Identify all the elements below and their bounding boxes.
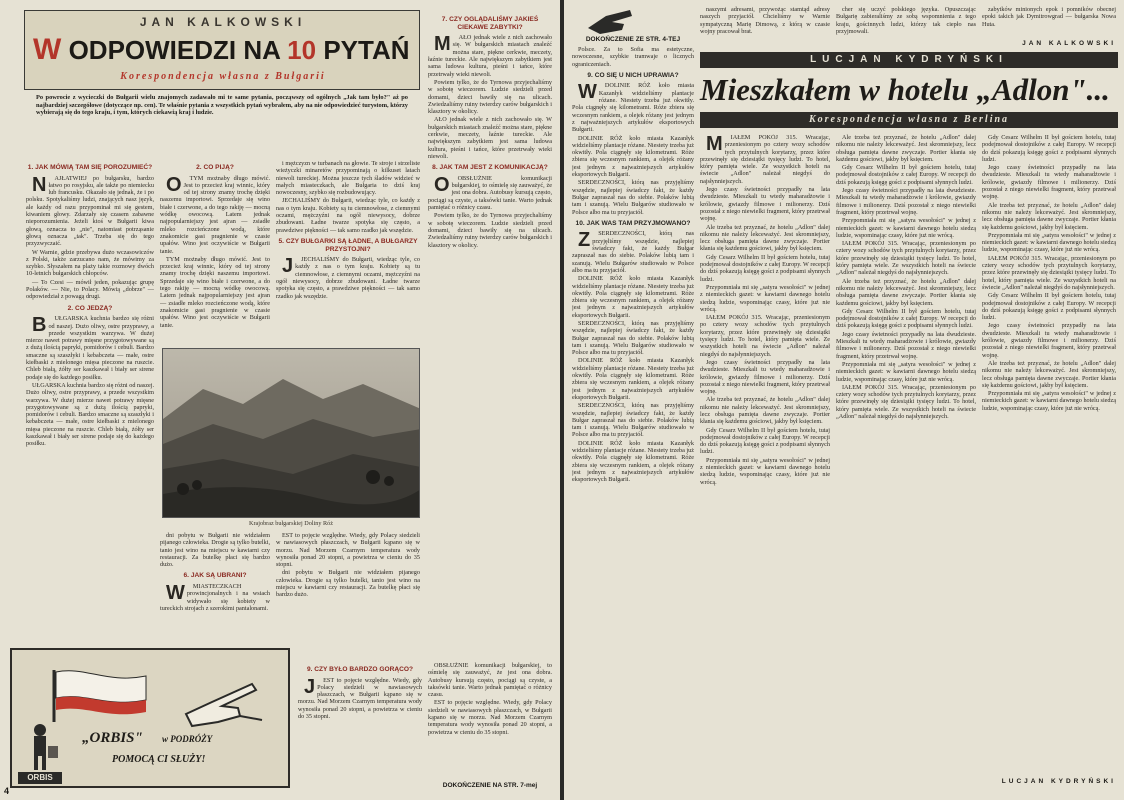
column-2 [160,160,270,342]
byline-kalkowski: JAN KALKOWSKI [1022,40,1116,47]
title-initial: W [33,33,62,66]
answer-1b: W Warnie, gdzie przebywa dużo wczasowiczów z Polski, także zarzucano nam, że mówimy za szybko. Słyszałem na plaży takie rozmowy dwóch 10-letnich bułgarskich chłopców. [26,248,154,278]
adlon-text-e5: Przypomniała mi się „satyra wesołości" w jednej z niemieckich gazet: w kawiarni dawnego hotelu siedzą ludzie, wspominając czasy, które już nie wrócą. [982,231,1116,254]
drop-cap: J [304,675,316,698]
question-7-heading: 7. CZY OGLĄDALIŚMY JAKIEŚ CIEKAWE ZABYTKI? [441,16,539,31]
landscape-illustration [163,349,420,518]
drop-cap: W [578,81,597,104]
column-4-lower-text: OBSŁUŻNIE komunikacji bułgarskiej, to ośmielę się zauważyć, że jest ona dobra. Autobusy kursują często, pociągi są czyste, a taksówki tanie. Warto jednak pamiętać o różnicy czasu. [428,662,552,699]
adlon-text-c5: Ale trzeba też przyznać, że hotelu „Adlon" dalej nikomu nie należy lekceważyć. Jest skromniejszy, lecz obsługa pamięta dawne zwyczaje. Portier kłania się każdemu gościowi, jakby był księciem. [982,201,1116,231]
answer-1: AJŁATWIEJ po bułgarsku, bardzo łatwo po rosyjsku, ale także po niemiecku lub francusku. Okazało się jednak, że i po polsku. Spotykaliśmy ludzi, znających nasz język, ale każdy od razu przypominał mi się gestem, kiwaniem głowy. Zdarzały się czasem zabawne nieporozumienia. Jeżeli ktoś w Bułgarii kiwa głową, oznacza to „nie", natomiast potrząsanie głową oznacza „tak". Trzeba się do tego przyzwyczaić. [26,174,154,248]
adlon-column-1 [700,134,830,790]
continued-note: DOKOŃCZENIE NA STR. 7-mej [442,782,538,789]
answer-8: OBSŁUŻNIE komunikacji bułgarskiej, to ośmielę się zauważyć, że jest ona dobra. Autobusy kursują często, pociągi są czyste, a taksówki tanie. Warto jednak pamiętać o różnicy czasu. [428,174,552,212]
column-2-bottom-text: dni pobytu w Bułgarii nie widziałem pijanego człowieka. Drogie są tylko butelki, tanio jest wino na miejscu w kawiarni czy restauracji. Za butelkę płaci się bardzo dużo. [160,532,270,569]
top-strip-3 [982,6,1116,42]
answer-10r-e: SERDECZNOŚCI, którą nas przyjęliśmy wszędzie, najlepiej świadczy fakt, że każdy Bułgar zapraszał nas do siebie. Polaków lubią tam i szanują. Wielu Bułgarów studiowało w Polsce albo ma tu przyjaciół. [572,402,694,439]
adlon-text-a2: IAŁEM POKÓJ 315. Wracając, przeniesionym po cztery wozy schodów tych przytulnych korytarzy, przez które przewinęły się dziesiątki tysięcy ludzi. To hotel, który pamięta wiele. Ze wszystkich hoteli na świecie „Adlon" należał niegdyś do najsłynniejszych. [700,314,830,358]
answer-9r-c: SERDECZNOŚCI, którą nas przyjęliśmy wszędzie, najlepiej świadczy fakt, że każdy Bułgar zapraszał nas do siebie. Polaków lubią tam i szanują. Wielu Bułgarów studiowało w Polsce albo ma tu przyjaciół. [572,179,694,216]
flag-icon [46,664,156,724]
answer-9: EST to pojęcie względne. Wiedy, gdy Polacy siedzieli w nawiasowych płaszczach, w Bułgarii kąpano się w morzu. Nad Morzem Czarnym temperatura wody wynosiła ponad 20 stopni, a powietrza w cieniu do 35 stopni. [298,676,422,721]
question-9-heading: 9. CZY BYŁO BARDZO GORĄCO? [306,666,414,673]
top-strip-2 [836,6,976,48]
title-main: ODPOWIEDZI NA [68,35,280,65]
drop-cap: B [32,314,47,337]
answer-2-repeat: UŁGARSKA kuchnia bardzo się różni od naszej. Dużo oliwy, ostre przyprawy, a przede wszystkim warzywa. W dużej mierze nawet potrawy mięsne przygotowywane są z dużą ilością papryki, pomidorów i cebuli. Bardzo smaczne są szaszłyki i kebabczeta — małe, ostre kiełbaski z mielonego mięsa pieczone na ruszcie. Chleb białą, żółty ser kaszkawał i biały ser sirene podaje się do każdego posiłku. [26,381,154,448]
pointing-hand-icon [182,674,272,734]
drop-cap: Z [578,229,591,252]
column-3-bottom [276,532,420,658]
answer-9r-b: DOLINIE RÓŻ koło miasta Kazanłyk widzieliśmy plantacje różane. Niestety trzeba już okwitły. Pola ciągnęły się kilometrami. Róże zbiera się wczesnym rankiem, a olejek różany jest jednym z najważniejszych artykułów eksportowych Bułgarii. [572,134,694,179]
column-4 [428,12,552,658]
adlon-text-d2: Gdy Cesarz Wilhelm II był gościem hotelu, tutaj podejmował dostojników z całej Europy. W recepcji do dziś pokazują księgę gości z podpisami słynnych ludzi. [700,426,830,456]
intro-paragraph: Po powrocie z wycieczki do Bułgarii wielu znajomych zadawało mi te same pytania, począwszy od ogólnych „Jak tam było?" aż po najbardziej szczegółowe (dotyczące np. cen). Te właśnie pytania z wszystkich pytań wybrałem, aby na nie odpowiedzieć turystom, którzy wybierają się do tego kraju, i tym, których ciekawią kraj i ludzie. [36,94,408,117]
column-1 [26,160,154,658]
article-header [24,10,420,90]
left-page [0,0,560,800]
adlon-text-d6: Gdy Cesarz Wilhelm II był gościem hotelu, tutaj podejmował dostojników z całej Europy. W recepcji do dziś pokazują księgę gości z podpisami słynnych ludzi. [982,292,1116,322]
top-strip-text-1: naszymi adresami, przywożąc stamtąd adresy naszych przyjaciół. Chcieliśmy w Warnie sympatyczną Marię Dimową, z którą w czasie wojny pracował brat. [700,6,830,35]
right-col1-top: Polsce. Za to Sofia ma estetyczne, nowoczesne, szybkie tramwaje o licznych ograniczeniach. [572,46,694,68]
answer-6: MIASTECZKACH prowincjonalnych i na wsiach widywało się kobiety w tureckich strojach z szerokimi pantalonami. [160,583,270,612]
column-3-bottom-text: EST to pojęcie względne. Wiedy, gdy Polacy siedzieli w nawiasowych płaszczach, w Bułgarii kąpano się w morzu. Nad Morzem Czarnym temperatura wody wynosiła ponad 20 stopni, a powietrza w cieniu do 35 stopni. [276,532,420,569]
right-article-subtitle: Korespondencja własna z Berlina [700,112,1118,128]
drop-cap: N [32,173,47,196]
adlon-text-d: Gdy Cesarz Wilhelm II był gościem hotelu, tutaj podejmował dostojników z całej Europy. W recepcji do dziś pokazują księgę gości z podpisami słynnych ludzi. [700,253,830,283]
adlon-text-c3: Ale trzeba też przyznać, że hotelu „Adlon" dalej nikomu nie należy lekceważyć. Jest skromniejszy, lecz obsługa pamięta dawne zwyczaje. Portier kłania się każdemu gościowi, jakby był księciem. [836,134,976,163]
orbis-advertisement [10,648,290,788]
adlon-text-e2: Przypomniała mi się „satyra wesołości" w jednej z niemieckich gazet: w kawiarni dawnego hotelu siedzą ludzie, wspominając czasy, które już nie wrócą. [700,456,830,486]
page-number: 4 [4,786,10,796]
answer-10r-c: SERDECZNOŚCI, którą nas przyjęliśmy wszędzie, najlepiej świadczy fakt, że każdy Bułgar zapraszał nas do siebie. Polaków lubią tam i szanują. Wielu Bułgarów studiowało w Polsce albo ma tu przyjaciół. [572,319,694,357]
title-end: PYTAŃ [323,35,410,65]
answer-2: UŁGARSKA kuchnia bardzo się różni od naszej. Dużo oliwy, ostre przyprawy, a przede wszystkim warzywa. W dużej mierze nawet potrawy mięsne przygotowywane są z dużą ilością papryki, pomidorów i cebuli. Bardzo smaczne są szaszłyki i kebabczeta — małe, ostre kiełbaski z mielonego mięsa pieczone na ruszcie. Chleb białą, żółty ser kaszkawał i biały ser sirene podaje się do każdego posiłku. [26,315,154,381]
question-2-heading: 2. CO JEDZĄ? [67,304,113,312]
drop-cap: M [706,134,723,155]
right-page [564,0,1124,800]
answer-5: JECHALIŚMY do Bułgarii, wiedząc tyle, co każdy z nas o tym kraju. Kobiety są tu ciemnowłose, z ciemnymi oczami, mężczyźni na ogół niewysocy, dobrze zbudowani. Ładne twarze spotyka się często, a prawdziwe piękności — tak samo rzadko jak wszędzie. [276,256,420,300]
traveler-figure-icon [20,722,60,772]
question-3-heading: 2. CO PIJĄ? [196,164,234,171]
adlon-text-b5: Jego czasy świetności przypadły na lata dwudzieste. Mieszkali tu wtedy maharadżowie i królowie, gwiazdy filmowe i milionerzy. Dziś pozostał z niego niewielki fragment, który przetrwał wojnę. [982,164,1116,201]
answer-8b: Powiem tylko, że do Tyrnowa przyjechaliśmy w sobotę wieczorem. Ludzie siedzieli przed domami, dzieci bawiły się na ulicach. Zwiedzaliśmy ruiny twierdzy carów bułgarskich i klasztory w okolicy. [428,212,552,249]
article-subtitle: Korespondencja własna z Bułgarii [120,71,326,82]
answer-10r: SERDECZNOŚCI, którą nas przyjęliśmy wszędzie, najlepiej świadczy fakt, że każdy Bułgar zapraszał nas do siebie. Polaków lubią tam i szanują. Wielu Bułgarów studiowało w Polsce albo ma tu przyjaciół. [572,230,694,274]
drop-cap: O [166,173,182,196]
top-strip-text-3: zabytków minionych epok i pomników obecnej epoki takich jak Dymitrowgrad — bułgarska Nowa Huta. [982,6,1116,28]
adlon-column-2 [836,134,976,790]
drop-cap: M [434,33,451,56]
continued-header: DOKOŃCZENIE ZE STR. 4-TEJ [585,36,681,43]
answer-7: AŁO jednak wiele z nich zachowało się. W bułgarskich miastach znaleźć można stare, piękne cerkwie, meczety, łaźnie tureckie. Ale największym zabytkiem jest sama ludowa kultura, pieśni i tańce, które przetrwały wieki niewoli. [428,34,552,78]
column-3-bottom-text-2: dni pobytu w Bułgarii nie widziałem pijanego człowieka. Drogie są tylko butelki, tanio jest wino na miejscu w kawiarni czy restauracji. Za butelkę płaci się bardzo dużo. [276,569,420,599]
adlon-text-e3: Przypomniała mi się „satyra wesołości" w jednej z niemieckich gazet: w kawiarni dawnego hotelu siedzą ludzie, wspominając czasy, które już nie wrócą. [836,217,976,239]
adlon-text-d5: Gdy Cesarz Wilhelm II był gościem hotelu, tutaj podejmował dostojników z całej Europy. W recepcji do dziś pokazują księgę gości z podpisami słynnych ludzi. [982,134,1116,163]
top-strip-text-2: cher się uczyć polskiego języka. Opuszczając Bułgarię zabieraliśmy ze sobą wspomnienia z tego kraju, gościnnych ludzi, którzy tak ciepło nas przyjmowali. [836,6,976,35]
ad-brand: „ORBIS" [82,730,143,746]
landscape-photo [162,348,420,518]
question-10r-heading: 10. JAK WAS TAM PRZYJMOWANO? [575,219,691,227]
adlon-text-e6: Przypomniała mi się „satyra wesołości" w jednej z niemieckich gazet: w kawiarni dawnego hotelu siedzą ludzie, wspominając czasy, które już nie wrócą. [982,390,1116,412]
pointing-hand-icon [586,6,636,36]
right-column-1 [572,46,694,790]
adlon-text-b: Jego czasy świetności przypadły na lata dwudzieste. Mieszkali tu wtedy maharadżowie i królowie, gwiazdy filmowe i milionerzy. Dziś pozostał z niego niewielki fragment, który przetrwał wojnę. [700,186,830,223]
title-number: 10 [287,35,317,65]
answer-10r-d: DOLINIE RÓŻ koło miasta Kazanłyk widzieliśmy plantacje różane. Niestety trzeba już okwitły. Pola ciągnęły się kilometrami. Róże zbiera się wczesnym rankiem, a olejek różany jest jednym z najważniejszych artykułów eksportowych Bułgarii. [572,357,694,401]
column-3-lower [298,662,422,790]
answer-9r: DOLINIE RÓŻ koło miasta Kazanłyk widzieliśmy plantacje różane. Niestety trzeba już okwitły. Pola ciągnęły się kilometrami. Róże zbiera się wczesnym rankiem, a olejek różany jest jednym z najważniejszych artykułów eksportowych Bułgarii. [572,82,694,134]
column-3-text-2: JECHALIŚMY do Bułgarii, wiedząc tyle, co każdy z nas o tym kraju. Kobiety są tu ciemnowłose, z ciemnymi oczami, mężczyźni na ogół niewysocy, dobrze zbudowani. Ładne twarze spotyka się często, a prawdziwe piękności — tak samo rzadko jak wszędzie. [276,197,420,234]
answer-7b: Powiem tylko, że do Tyrnowa przyjechaliśmy w sobotę wieczorem. Ludzie siedzieli przed domami, dzieci bawiły się na ulicach. Zwiedzaliśmy ruiny twierdzy carów bułgarskich i klasztory w okolicy. [428,78,552,116]
question-8-heading: 8. JAK TAM JEST Z KOMUNIKACJĄ? [432,164,548,172]
adlon-text-b4: Jego czasy świetności przypadły na lata dwudzieste. Mieszkali tu wtedy maharadżowie i królowie, gwiazdy filmowe i milionerzy. Dziś pozostał z niego niewielki fragment, który przetrwał wojnę. [836,330,976,360]
adlon-text-c2: Ale trzeba też przyznać, że hotelu „Adlon" dalej nikomu nie należy lekceważyć. Jest skromniejszy, lecz obsługa pamięta dawne zwyczaje. Portier kłania się każdemu gościowi, jakby był księciem. [700,396,830,426]
question-1-heading: 1. JAK MÓWIĄ TAM SIĘ POROZUMIEĆ? [27,164,153,171]
column-2-bottom [160,532,270,658]
question-5-heading: 5. CZY BUŁGARKI SĄ ŁADNE, A BUŁGARZY PRZYSTOJNI? [278,237,418,253]
answer-10r-b: DOLINIE RÓŻ koło miasta Kazanłyk widzieliśmy plantacje różane. Niestety trzeba już okwitły. Pola ciągnęły się kilometrami. Róże zbiera się wczesnym rankiem, a olejek różany jest jednym z najważniejszych artykułów eksportowych Bułgarii. [572,275,694,319]
article-title [33,35,419,65]
byline: JAN KALKOWSKI [139,15,307,29]
adlon-text-a4: IAŁEM POKÓJ 315. Wracając, przeniesionym po cztery wozy schodów tych przytulnych korytarzy, przez które przewinęły się dziesiątki tysięcy ludzi. To hotel, który pamięta wiele. Ze wszystkich hoteli na świecie „Adlon" należał niegdyś do najsłynniejszych. [836,383,976,420]
adlon-text-b6: Jego czasy świetności przypadły na lata dwudzieste. Mieszkali tu wtedy maharadżowie i królowie, gwiazdy filmowe i milionerzy. Dziś pozostał z niego niewielki fragment, który przetrwał wojnę. [982,322,1116,359]
answer-7c: AŁO jednak wiele z nich zachowało się. W bułgarskich miastach znaleźć można stare, piękne cerkwie, meczety, łaźnie tureckie. Ale największym zabytkiem jest sama ludowa kultura, pieśni i tańce, które przetrwały wieki niewoli. [428,116,552,160]
answer-1c: — To Czesi — mówił jeden, pokazując grupę Polaków. — Nie, to Polacy. Mówią „dobrze" — odpowiedział z powagą drugi. [26,278,154,301]
adlon-text-a: IAŁEM POKÓJ 315. Wracając, przeniesionym po cztery wozy schodów tych przytulnych korytarzy, przez które przewinęły się dziesiątki tysięcy ludzi. To hotel, który pamięta wiele. Ze wszystkich hoteli na świecie „Adlon" należał niegdyś do najsłynniejszych. [700,134,830,185]
adlon-text-c6: Ale trzeba też przyznać, że hotelu „Adlon" dalej nikomu nie należy lekceważyć. Jest skromniejszy, lecz obsługa pamięta dawne zwyczaje. Portier kłania się każdemu gościowi, jakby był księciem. [982,359,1116,389]
adlon-text-d3: Gdy Cesarz Wilhelm II był gościem hotelu, tutaj podejmował dostojników z całej Europy. W recepcji do dziś pokazują księgę gości z podpisami słynnych ludzi. [836,164,976,186]
right-byline-bar: LUCJAN KYDRYŃSKI [700,52,1118,68]
question-9r-heading: 9. CO SIĘ U NICH UPRAWIA? [587,71,679,79]
byline-kydrynski: LUCJAN KYDRYŃSKI [1001,778,1116,785]
answer-3-repeat: TYM możnaby długo mówić. Jest to przecież kraj winnic, który od tej strony znamy trochę dzięki naszemu importowi. Sprzedaje się wino białe i czerwone, a do tego rakiję — mocną wódkę owocową. Latem jednak najpopularniejszy jest ajran — zsiadłe mleko rozcieńczone wodą, które znakomicie gasi pragnienie w czasie upałów. Wino jest oczywiście w Bułgarii tanie. [160,255,270,329]
photo-caption: Krajobraz bułgarskiej Doliny Róż [248,520,334,527]
answer-3: TYM możnaby długo mówić. Jest to przecież kraj winnic, który od tej strony znamy trochę dzięki naszemu importowi. Sprzedaje się wino białe i czerwone, a do tego rakiję — mocną wódkę owocową. Latem jednak najpopularniejszy jest ajran — zsiadłe mleko rozcieńczone wodą, które znakomicie gasi pragnienie w czasie upałów. Wino jest oczywiście w Bułgarii tanie. [160,174,270,255]
answer-10r-f: DOLINIE RÓŻ koło miasta Kazanłyk widzieliśmy plantacje różane. Niestety trzeba już okwitły. Pola ciągnęły się kilometrami. Róże zbiera się wczesnym rankiem, a olejek różany jest jednym z najważniejszych artykułów eksportowych Bułgarii. [572,439,694,484]
adlon-text-c4: Ale trzeba też przyznać, że hotelu „Adlon" dalej nikomu nie należy lekceważyć. Jest skromniejszy, lecz obsługa pamięta dawne zwyczaje. Portier kłania się każdemu gościowi, jakby był księciem. [836,277,976,307]
drop-cap: W [166,582,185,605]
question-6-heading: 6. JAK SĄ UBRANI? [183,572,247,580]
ad-text-help: POMOCĄ CI SŁUŻY! [112,754,206,765]
adlon-text-a5: IAŁEM POKÓJ 315. Wracając, przeniesionym po cztery wozy schodów tych przytulnych korytarzy, przez które przewinęły się dziesiątki tysięcy ludzi. To hotel, który pamięta wiele. Ze wszystkich hoteli na świecie „Adlon" należał niegdyś do najsłynniejszych. [982,254,1116,291]
adlon-column-3 [982,134,1116,774]
adlon-text-a3: IAŁEM POKÓJ 315. Wracając, przeniesionym po cztery wozy schodów tych przytulnych korytarzy, przez które przewinęły się dziesiątki tysięcy ludzi. To hotel, który pamięta wiele. Ze wszystkich hoteli na świecie „Adlon" należał niegdyś do najsłynniejszych. [836,240,976,277]
adlon-text-c: Ale trzeba też przyznać, że hotelu „Adlon" dalej nikomu nie należy lekceważyć. Jest skromniejszy, lecz obsługa pamięta dawne zwyczaje. Portier kłania się każdemu gościowi, jakby był księciem. [700,223,830,253]
ad-logo: ORBIS [18,772,62,784]
column-3-text: i mężczyzn w turbanach na głowie. Te stroje i strzeliste wieżyczki minaretów przypominają o kilkuset latach niewoli tureckiej. Można jeszcze tych śladów widzieć w małych miasteczkach, ale Bułgaria to dziś kraj nowoczesny, szybko się rozbudowujący. [276,160,420,197]
right-article-title: Mieszkałem w hotelu „Adlon"... [700,72,1110,107]
top-strip-1 [700,6,830,48]
ad-text-travel: w PODRÓŻY [162,734,213,744]
column-4-lower-text-2: EST to pojęcie względne. Wiedy, gdy Polacy siedzieli w nawiasowych płaszczach, w Bułgarii kąpano się w morzu. Nad Morzem Czarnym temperatura wody wynosiła ponad 20 stopni, a powietrza w cieniu do 35 stopni. [428,699,552,736]
adlon-text-e: Przypomniała mi się „satyra wesołości" w jednej z niemieckich gazet: w kawiarni dawnego hotelu siedzą ludzie, wspominając czasy, które już nie wrócą. [700,283,830,313]
column-4-lower [428,662,552,778]
column-3 [276,160,420,342]
adlon-text-b2: Jego czasy świetności przypadły na lata dwudzieste. Mieszkali tu wtedy maharadżowie i królowie, gwiazdy filmowe i milionerzy. Dziś pozostał z niego niewielki fragment, który przetrwał wojnę. [700,358,830,396]
adlon-text-d4: Gdy Cesarz Wilhelm II był gościem hotelu, tutaj podejmował dostojników z całej Europy. W recepcji do dziś pokazują księgę gości z podpisami słynnych ludzi. [836,307,976,330]
drop-cap: J [282,255,294,278]
adlon-text-b3: Jego czasy świetności przypadły na lata dwudzieste. Mieszkali tu wtedy maharadżowie i królowie, gwiazdy filmowe i milionerzy. Dziś pozostał z niego niewielki fragment, który przetrwał wojnę. [836,187,976,216]
adlon-text-e4: Przypomniała mi się „satyra wesołości" w jednej z niemieckich gazet: w kawiarni dawnego hotelu siedzą ludzie, wspominając czasy, które już nie wrócą. [836,360,976,383]
drop-cap: O [434,173,450,196]
